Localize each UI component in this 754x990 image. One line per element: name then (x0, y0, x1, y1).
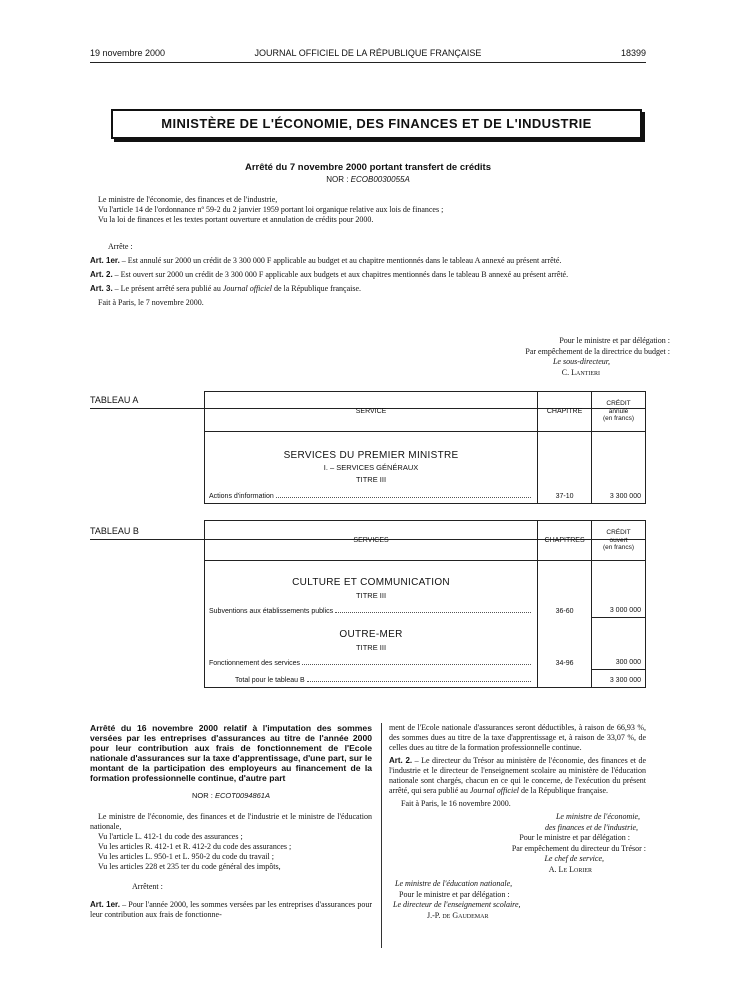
visa-line: Vu l'article 14 de l'ordonnance nº 59-2 du 2 janvier 1959 portant loi organique relative aux lois de finances ; (98, 205, 444, 214)
col-credit-header: CRÉDIT annulé (en francs) (592, 392, 646, 432)
arrete1-signature: Pour le ministre et par délégation : Par empêchement de la directrice du budget : Le sous-directeur, C. Lantieri (525, 336, 670, 377)
arrete2-article-2: Art. 2. – Le directeur du Trésor au ministère de l'économie, des finances et de l'industrie et le directeur de l'enseignement scolaire au ministère de l'éducation nationale sont chargés, chacun en ce qui le concerne, de l'exécution du présent arrêté, qui sera publié au Journal officiel de la République française. (389, 756, 646, 795)
arrete2-signature-1: Le ministre de l'économie, des finances et de l'industrie, Pour le ministre et par délégation : Par empêchement du directeur du Trésor : Le chef de service, A. Le Lorier (511, 812, 646, 874)
visa-line: Le ministre de l'économie, des finances et de l'industrie et le ministre de l'éducation nationale, (90, 812, 372, 831)
tableau-b-titre-2: TITRE III (356, 642, 387, 652)
arrete2-title: Arrêté du 16 novembre 2000 relatif à l'imputation des sommes versées par les entreprises d'assurances au titre de l'année 2000 pour leur contribution aux frais de fonctionnement de l'Ecole nationale d'assurances sur la taxe d'apprentissage, d'une part, sur le montant de la participation des employeurs au financement de la formation professionnelle continue, d'autre part (90, 723, 372, 783)
row-credit: 3 300 000 (592, 432, 646, 504)
visa-line: Vu les articles 228 et 235 ter du code général des impôts, (98, 862, 281, 871)
column-divider (381, 723, 382, 948)
arrete2-article-1-cont: ment de l'Ecole nationale d'assurances seront déductibles, à raison de 66,93 %, des sommes dues au titre de la taxe d'apprentissage et, à raison de 33,07 %, de celles dues au titre de la formation professionnelle continue. (389, 723, 646, 752)
tableau-b (204, 520, 646, 688)
page-header (90, 48, 646, 62)
visa-line: Le ministre de l'économie, des finances et de l'industrie, (98, 195, 278, 204)
visa-line: Vu les articles R. 412-1 et R. 412-2 du code des assurances ; (98, 842, 292, 851)
row-credit: 3 000 000 (592, 561, 646, 618)
col-credit-header: CRÉDIT ouvert (en francs) (592, 521, 646, 561)
ministry-heading: MINISTÈRE DE L'ÉCONOMIE, DES FINANCES ET DE L'INDUSTRIE (111, 109, 642, 139)
arrete1-nor: NOR : ECOB0030055A (326, 175, 410, 184)
visa-line: Vu l'article L. 412-1 du code des assurances ; (98, 832, 243, 841)
arrete2-nor: NOR : ECOT0094861A (192, 791, 270, 800)
tableau-b-label: TABLEAU B (90, 526, 139, 536)
tableau-a (204, 391, 646, 504)
header-page-number: 18399 (620, 48, 646, 58)
total-credit: 3 300 000 (592, 670, 646, 688)
header-journal-title: JOURNAL OFFICIEL DE LA RÉPUBLIQUE FRANÇAISE (254, 48, 482, 58)
table-row (205, 618, 538, 670)
col-services-header: SERVICES (205, 521, 538, 561)
visa-line: Vu la loi de finances et les textes portant ouverture et annulation de crédits pour 2000. (98, 215, 374, 224)
table-row (205, 561, 538, 618)
visa-line: Vu les articles L. 950-1 et L. 950-2 du code du travail ; (98, 852, 274, 861)
arrete2-nor-code: ECOT0094861A (214, 791, 270, 800)
arrete1-visas (90, 195, 646, 225)
row-chapitre: 34-96 (538, 618, 592, 670)
table-row-total: Total pour le tableau B (205, 670, 538, 688)
tableau-b-section-1: CULTURE ET COMMUNICATION (292, 576, 450, 588)
arrete2-article-1-start: Art. 1er. – Pour l'année 2000, les sommes versées par les entreprises d'assurances pour leur contribution aux frais de fonctionne- (90, 900, 372, 919)
tableau-b-section-2: OUTRE-MER (339, 628, 403, 640)
arrete2-fait: Fait à Paris, le 16 novembre 2000. (401, 799, 511, 808)
arrete2-left-column (90, 723, 372, 920)
tableau-b-titre-1: TITRE III (356, 590, 387, 600)
header-rule (90, 62, 646, 63)
row-chapitre: 37-10 (538, 432, 592, 504)
tableau-a-titre: TITRE III (356, 475, 387, 484)
col-chapitre-header: CHAPITRE (538, 392, 592, 432)
row-service: Subventions aux établissements publics (209, 608, 533, 615)
row-credit: 300 000 (592, 618, 646, 670)
arrete2-signature-2: Le ministre de l'éducation nationale, Pour le ministre et par délégation : Le directeur de l'enseignement scolaire, J.-P. de Gaudemar (393, 879, 521, 920)
arrete2-right-column (389, 723, 646, 921)
tableau-a-label: TABLEAU A (90, 395, 139, 405)
row-service: Actions d'information (209, 493, 533, 500)
col-service-header: SERVICE (205, 392, 538, 432)
article-1: Art. 1er. – Est annulé sur 2000 un crédit de 3 300 000 F applicable au budget et au chapitre mentionnés dans le tableau A annexé au présent arrêté. (90, 256, 562, 265)
arrete2-arretent: Arrêtent : (132, 882, 163, 891)
col-chapitres-header: CHAPITRES (538, 521, 592, 561)
arrete1-title: Arrêté du 7 novembre 2000 portant transfert de crédits (244, 162, 492, 173)
arrete1-fait: Fait à Paris, le 7 novembre 2000. (98, 298, 204, 307)
row-service: Fonctionnement des services (209, 660, 533, 667)
header-date: 19 novembre 2000 (90, 48, 166, 58)
table-row (205, 432, 538, 504)
article-3: Art. 3. – Le présent arrêté sera publié au Journal officiel de la République française. (90, 284, 362, 293)
arrete2-visas (90, 812, 372, 872)
arrete1-nor-code: ECOB0030055A (350, 175, 410, 184)
arrete1-articles (90, 256, 646, 308)
tableau-a-section: SERVICES DU PREMIER MINISTRE (283, 450, 459, 461)
row-chapitre: 36-60 (538, 561, 592, 618)
arrete1-arrete: Arrête : (108, 242, 133, 251)
article-2: Art. 2. – Est ouvert sur 2000 un crédit de 3 300 000 F applicable aux budgets et aux chapitres mentionnés dans le tableau B annexé au présent arrêté. (90, 270, 569, 279)
tableau-a-subsection: I. – SERVICES GÉNÉRAUX (323, 463, 419, 472)
